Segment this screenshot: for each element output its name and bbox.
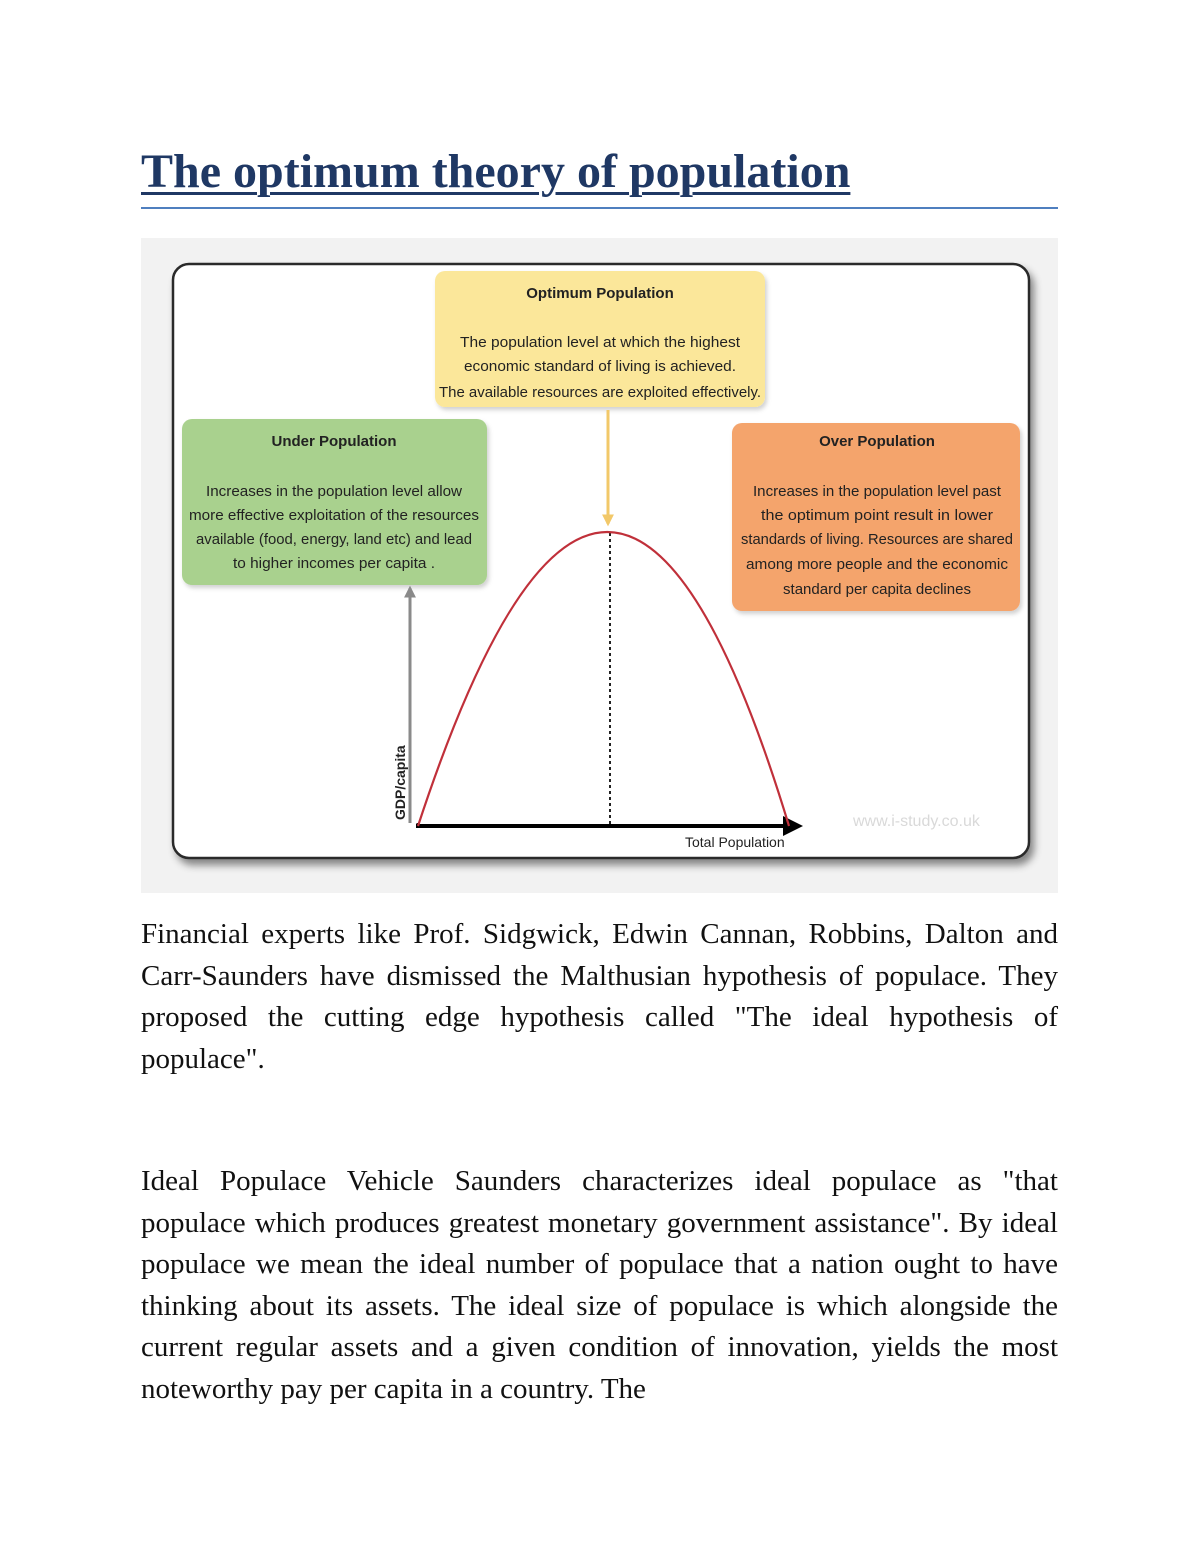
paragraph-definition: Ideal Populace Vehicle Saunders characterizes ideal populace as "that populace which produces greatest monetary government assistance". By ideal populace we mean the ideal number of populace that a nation ought to have thinking about its assets. The ideal size of populace is which alongside the current regular assets and a given condition of innovation, yields the most noteworthy pay per capita in a country. The bbox=[141, 1165, 1058, 1405]
under-box-line: available (food, energy, land etc) and lead bbox=[196, 531, 472, 548]
over-box-line: standard per capita declines bbox=[783, 581, 971, 598]
x-axis-label: Total Population bbox=[685, 834, 785, 850]
over-box-line: Increases in the population level past bbox=[753, 483, 1002, 500]
under-population-box bbox=[182, 419, 487, 585]
diagram-svg bbox=[141, 238, 1058, 893]
over-box-line: the optimum point result in lower bbox=[761, 507, 993, 524]
optimum-box-line: The population level at which the highest bbox=[460, 334, 741, 351]
watermark: www.i-study.co.uk bbox=[853, 813, 980, 830]
over-population-box bbox=[732, 423, 1020, 611]
paragraph-intro: Financial experts like Prof. Sidgwick, Edwin Cannan, Robbins, Dalton and Carr-Saunders have dismissed the Malthusian hypothesis of populace. They proposed the cutting edge hypothesis called "The ideal hypothesis of populace". bbox=[141, 918, 1058, 1075]
y-axis-label: GDP/capita bbox=[392, 745, 408, 820]
optimum-population-diagram bbox=[141, 238, 1058, 893]
page-title: The optimum theory of population bbox=[141, 145, 851, 198]
optimum-population-box bbox=[435, 271, 765, 407]
optimum-box-line: economic standard of living is achieved. bbox=[464, 358, 736, 375]
optimum-box-title: Optimum Population bbox=[526, 285, 674, 302]
under-box-title: Under Population bbox=[271, 433, 397, 450]
over-box-line: among more people and the economic bbox=[746, 556, 1009, 573]
over-box-line: standards of living. Resources are shared bbox=[741, 531, 1013, 548]
over-box-title: Over Population bbox=[819, 433, 935, 450]
optimum-box-line: The available resources are exploited effectively. bbox=[439, 384, 761, 401]
under-box-line: to higher incomes per capita . bbox=[233, 555, 435, 572]
under-box-line: more effective exploitation of the resources bbox=[189, 507, 479, 524]
under-box-line: Increases in the population level allow bbox=[206, 483, 463, 500]
title-rule bbox=[141, 207, 1058, 209]
